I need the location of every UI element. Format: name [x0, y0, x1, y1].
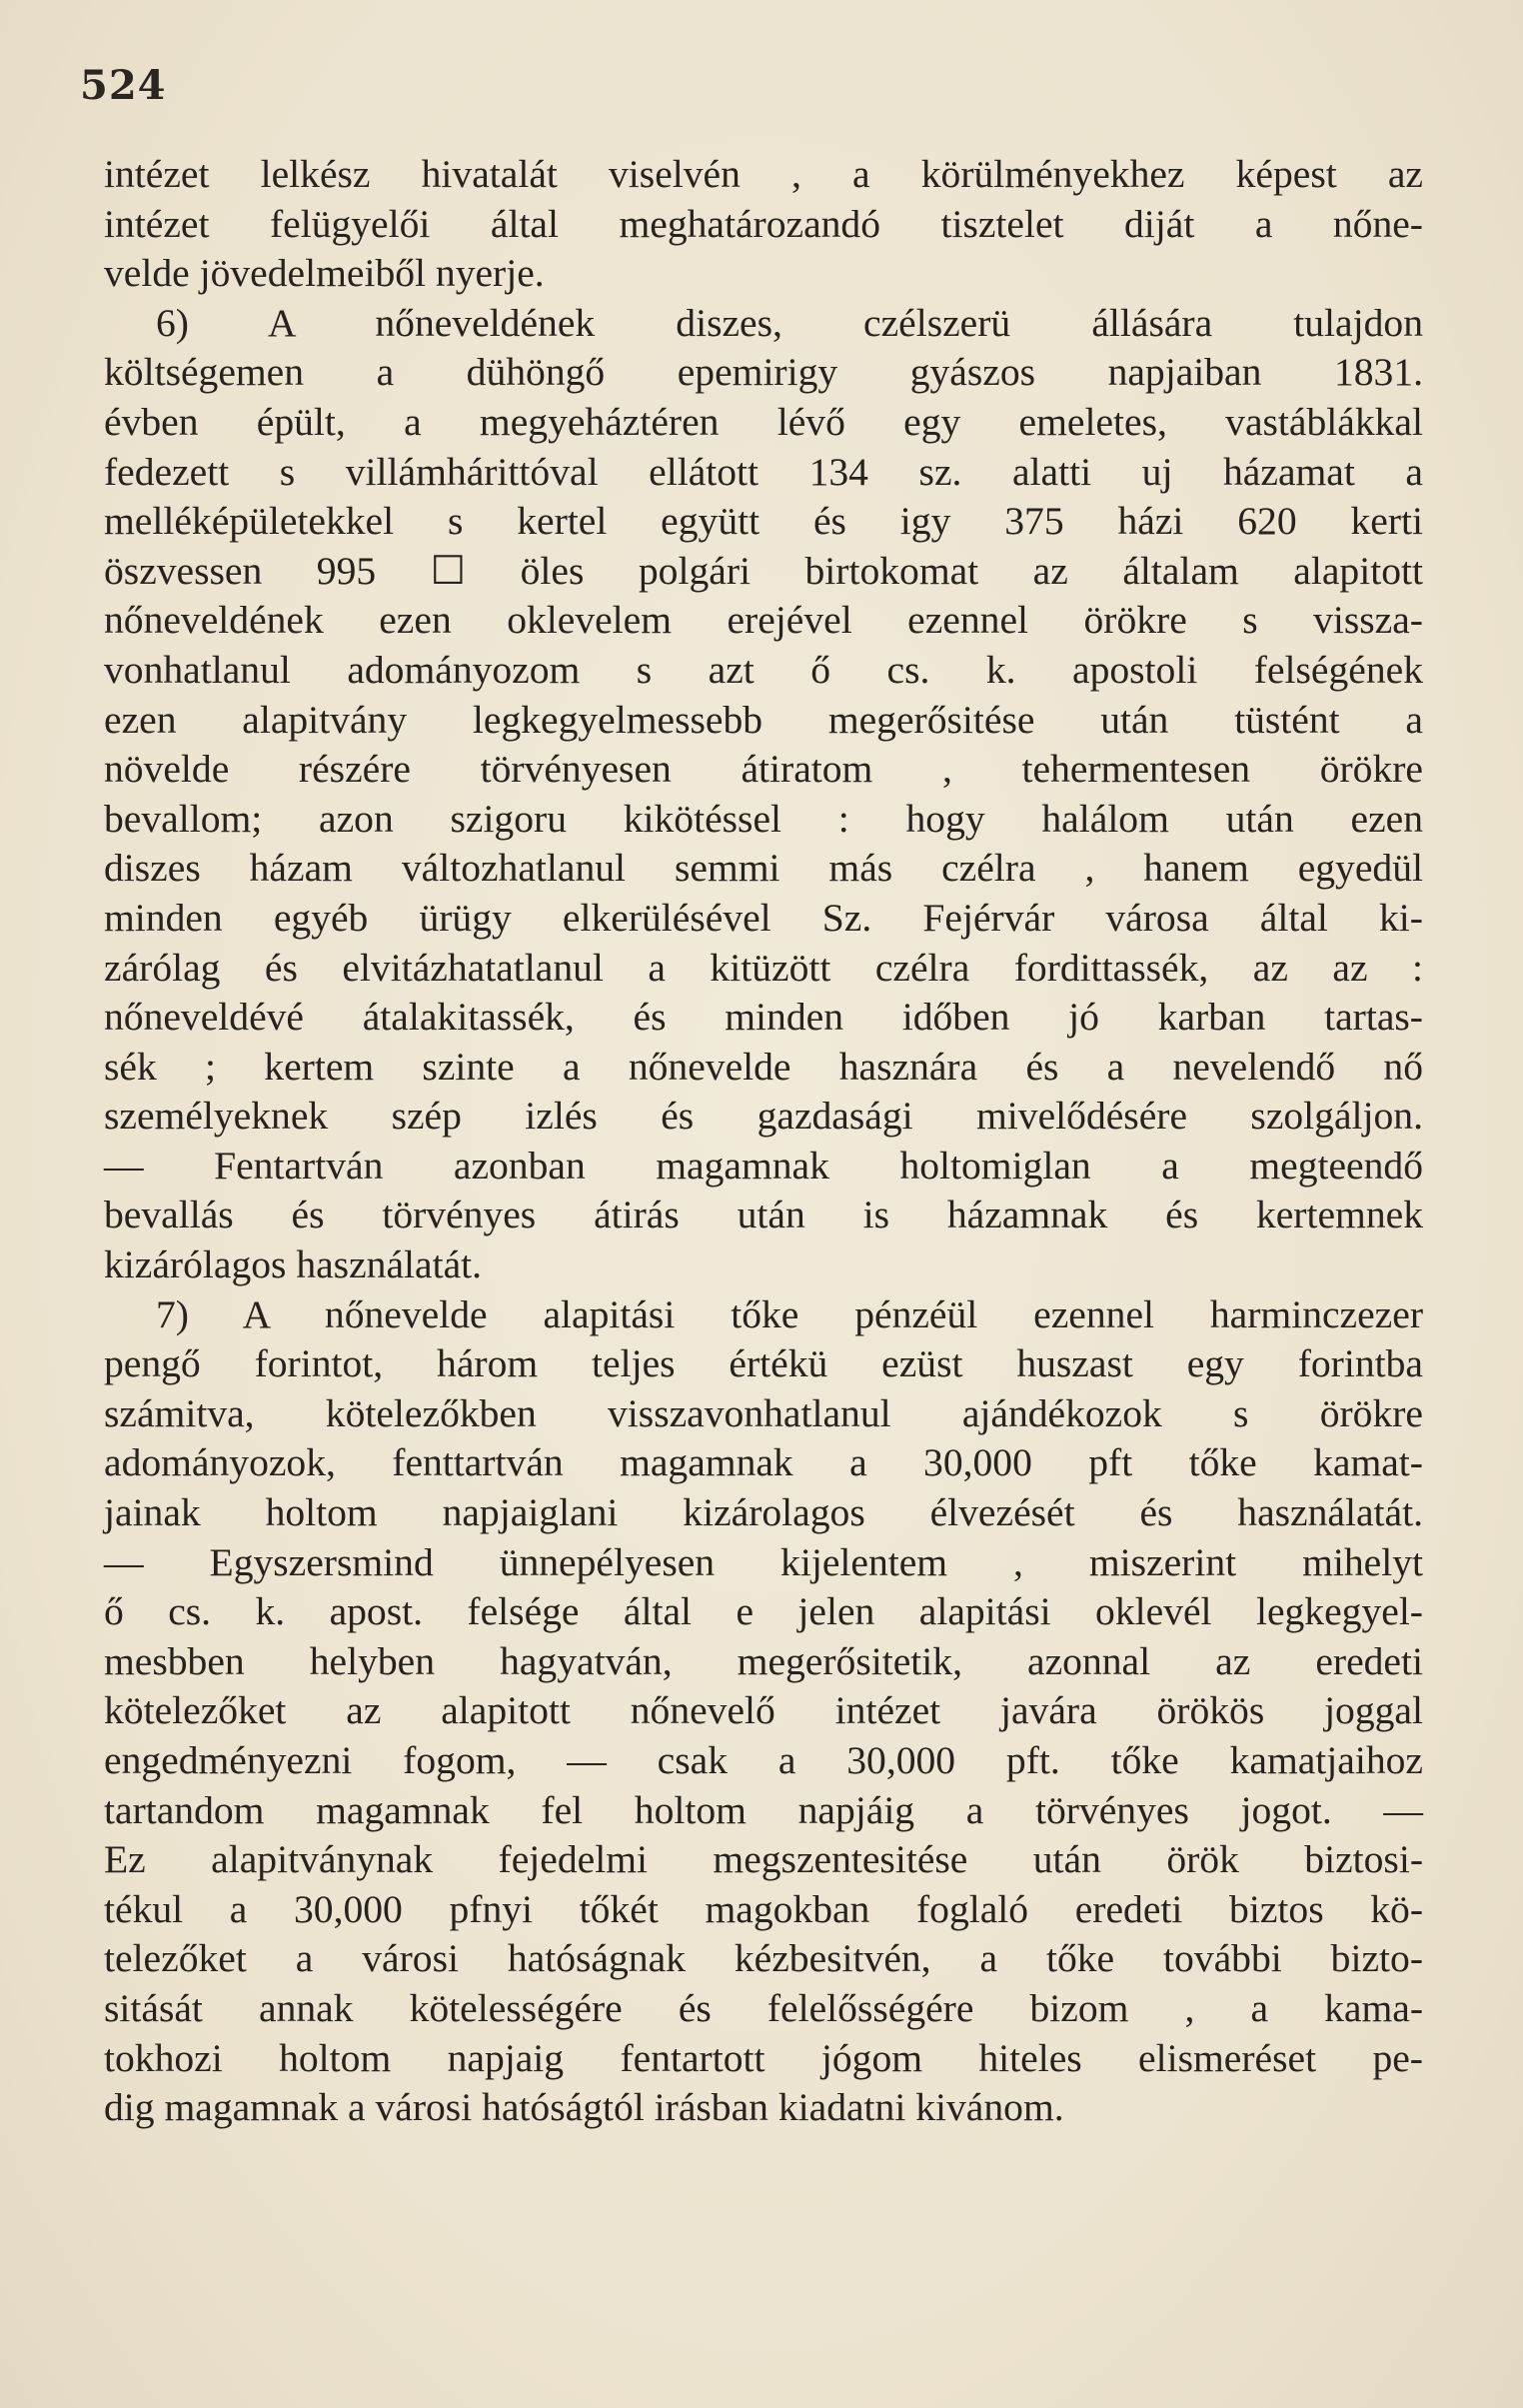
text-line: fedezett s villámhárittóval ellátott 134 sz. alatti uj házamat a [104, 449, 1423, 494]
text-line: öszvessen 995 ☐ öles polgári birtokomat az általam alapitott [104, 548, 1423, 593]
text-line: 6) A nőneveldének diszes, czélszerü állására tulajdon [156, 300, 1423, 345]
text-line: évben épült, a megyeháztéren lévő egy emeletes, vastáblákkal [104, 399, 1423, 444]
text-line: növelde részére törvényesen átiratom , tehermentesen örökre [104, 747, 1423, 792]
text-line: bevallás és törvényes átirás után is házamnak és kertemnek [104, 1193, 1423, 1237]
text-line: költségemen a dühöngő epemirigy gyászos napjaiban 1831. [104, 350, 1423, 395]
text-line: sék ; kertem szinte a nőnevelde hasznára és a nevelendő nő [104, 1044, 1423, 1089]
text-line: — Egyszersmind ünnepélyesen kijelentem , miszerint mihelyt [104, 1539, 1423, 1584]
text-line: Ez alapitványnak fejedelmi megszentesitése után örök biztosi- [104, 1837, 1423, 1882]
page-number: 524 [80, 62, 167, 109]
text-line: adományozok, fenttartván magamnak a 30,000 pft tőke kamat- [104, 1440, 1423, 1485]
text-line: jainak holtom napjaiglani kizárolagos élvezését és használatát. [104, 1490, 1423, 1535]
text-line: kötelezőket az alapitott nőnevelő intézet javára örökös joggal [104, 1688, 1423, 1733]
text-line: sitását annak kötelességére és felelősségére bizom , a kama- [104, 1985, 1423, 2030]
text-line: tékul a 30,000 pfnyi tőkét magokban foglaló eredeti biztos kö- [104, 1886, 1423, 1931]
text-line: — Fentartván azonban magamnak holtomiglan a megteendő [104, 1143, 1423, 1188]
text-line: mesbben helyben hagyatván, megerősitetik, azonnal az eredeti [104, 1638, 1423, 1683]
text-line: 7) A nőnevelde alapitási tőke pénzéül ezennel harminczezer [156, 1291, 1423, 1336]
text-line: bevallom; azon szigoru kikötéssel : hogy halálom után ezen [104, 796, 1423, 841]
text-line: melléképületekkel s kertel együtt és igy 375 házi 620 kerti [104, 499, 1423, 544]
text-line: pengő forintot, három teljes értékü ezüst huszast egy forintba [104, 1341, 1423, 1386]
text-line: diszes házam változhatlanul semmi más czélra , hanem egyedül [104, 846, 1423, 891]
text-line: vonhatlanul adományozom s azt ő cs. k. apostoli felségének [104, 647, 1423, 692]
text-line: dig magamnak a városi hatóságtól irásban kiadatni kivánom. [104, 2085, 1064, 2130]
text-line: velde jövedelmeiből nyerje. [104, 251, 545, 296]
text-line: ő cs. k. apost. felsége által e jelen alapitási oklevél legkegyel- [104, 1589, 1423, 1634]
text-line: ezen alapitvány legkegyelmessebb megerősitése után tüstént a [104, 697, 1423, 742]
text-line: minden egyéb ürügy elkerülésével Sz. Fejérvár városa által ki- [104, 895, 1423, 940]
text-line: kizárólagos használatát. [104, 1242, 483, 1287]
text-line: számitva, kötelezőkben visszavonhatlanul ajándékozok s örökre [104, 1390, 1423, 1435]
text-line: tokhozi holtom napjaig fentartott jógom hiteles elismeréset pe- [104, 2035, 1423, 2080]
text-line: engedményezni fogom, — csak a 30,000 pft. tőke kamatjaihoz [104, 1738, 1423, 1782]
text-line: személyeknek szép izlés és gazdasági mivelődésére szolgáljon. [104, 1094, 1423, 1139]
text-line: intézet felügyelői által meghatározandó tisztelet diját a nőne- [104, 201, 1423, 246]
text-line: nőneveldévé átalakitassék, és minden időben jó karban tartas- [104, 995, 1423, 1040]
text-line: intézet lelkész hivatalát viselvén , a körülményekhez képest az [104, 152, 1423, 196]
body-text [104, 150, 1423, 2133]
text-line: tartandom magamnak fel holtom napjáig a törvényes jogot. — [104, 1787, 1423, 1832]
text-line: zárólag és elvitázhatatlanul a kitüzött czélra fordittassék, az az : [104, 945, 1423, 990]
text-line: nőneveldének ezen oklevelem erejével ezennel örökre s vissza- [104, 598, 1423, 643]
text-line: telezőket a városi hatóságnak kézbesitvén, a tőke további bizto- [104, 1936, 1423, 1981]
